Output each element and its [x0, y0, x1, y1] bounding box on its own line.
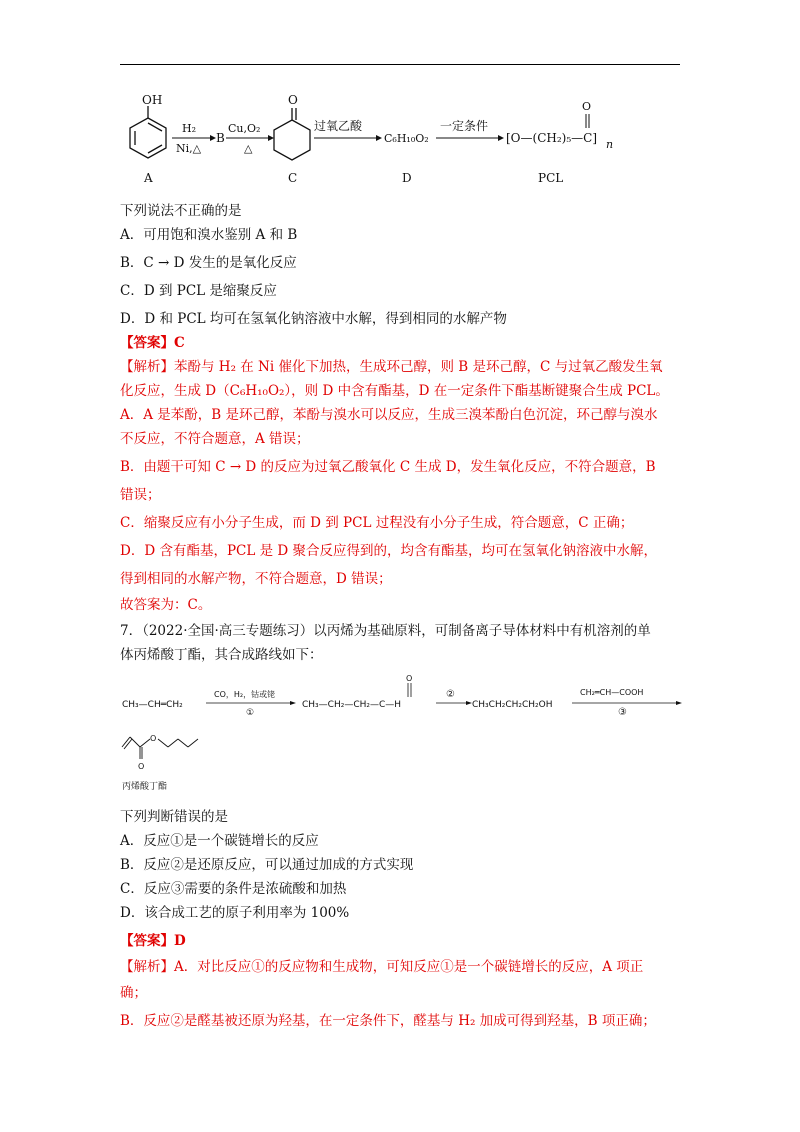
q7-option-d: D．该合成工艺的原子利用率为 100%: [120, 905, 350, 921]
step3-label: ③: [618, 707, 627, 718]
q7-option-b: B．反应②是还原反应，可以通过加成的方式实现: [120, 857, 414, 873]
reaction-scheme-butyl-acrylate: [120, 675, 685, 795]
label-a: A: [144, 171, 153, 185]
q7-answer: 【答案】D: [120, 933, 186, 949]
q6-analysis-line5: B．由题干可知 C → D 的反应为过氧乙酸氧化 C 生成 D，发生氧化反应，不符合题意，B: [120, 459, 656, 475]
ketone-o-label: O: [288, 93, 298, 107]
label-b: B: [216, 131, 225, 145]
q7-stem-line1: 7．（2022·全国·高三专题练习）以丙烯为基础原料，可制备离子导体材料中有机溶剂的单: [120, 623, 651, 639]
phenol-oh-label: OH: [142, 93, 163, 107]
carbonyl-o-label: O: [138, 762, 145, 771]
q6-analysis-line9: 得到相同的水解产物，不符合题意，D 错误；: [120, 571, 392, 587]
q6-stem: 下列说法不正确的是: [120, 203, 242, 219]
q6-analysis-line7: C．缩聚反应有小分子生成，而 D 到 PCL 过程没有小分子生成，符合题意，C 正确；: [120, 515, 634, 531]
polymer-n: n: [606, 138, 614, 151]
butanol-formula: CH₃CH₂CH₂CH₂OH: [472, 700, 553, 710]
label-c: C: [288, 171, 298, 185]
cyclohexanone-structure: [274, 108, 310, 160]
top-rule: [120, 64, 680, 65]
reagent1-bottom: Ni,△: [176, 142, 202, 155]
polymer-carbonyl-o: O: [582, 100, 592, 113]
reagent4-top: 一定条件: [440, 119, 489, 133]
q6-option-b: B．C → D 发生的是氧化反应: [120, 255, 297, 271]
q7-analysis-line2: 确；: [120, 985, 147, 1001]
q6-conclusion: 故答案为：C。: [120, 597, 212, 613]
butanal-formula: CH₃—CH₂—CH₂—C—H: [302, 700, 402, 710]
q6-analysis-line3: A．A 是苯酚，B 是环己醇，苯酚与溴水可以反应，生成三溴苯酚白色沉淀，环己醇与溴水: [120, 407, 658, 423]
step1-label: ①: [246, 708, 255, 718]
q7-analysis-line1: 【解析】A．对比反应①的反应物和生成物，可知反应①是一个碳链增长的反应，A 项正: [120, 959, 644, 975]
label-d: D: [402, 171, 412, 185]
step2-label: ②: [446, 689, 455, 700]
q6-analysis-line1: 【解析】苯酚与 H₂ 在 Ni 催化下加热，生成环己醇，则 B 是环己醇，C 与过氧乙酸发生氧: [120, 359, 663, 375]
label-pcl: PCL: [538, 171, 564, 185]
step3-reagent: CH₂═CH—COOH: [580, 688, 644, 697]
q7-option-c: C．反应③需要的条件是浓硫酸和加热: [120, 881, 347, 897]
q7-question: 下列判断错误的是: [120, 809, 228, 825]
q6-analysis-line8: D．D 含有酯基，PCL 是 D 聚合反应得到的，均含有酯基，均可在氢氧化钠溶液中水解，: [120, 543, 658, 559]
q6-analysis-line6: 错误；: [120, 487, 161, 503]
propene-formula: CH₃—CH═CH₂: [122, 700, 183, 710]
q6-answer: 【答案】C: [120, 335, 185, 351]
reagent1-top: H₂: [182, 122, 197, 135]
formula-d: C₆H₁₀O₂: [384, 132, 429, 145]
q6-option-d: D．D 和 PCL 均可在氢氧化钠溶液中水解，得到相同的水解产物: [120, 311, 507, 327]
q7-analysis-line3: B．反应②是醛基被还原为羟基，在一定条件下，醛基与 H₂ 加成可得到羟基，B 项正确；: [120, 1013, 656, 1029]
q6-option-c: C．D 到 PCL 是缩聚反应: [120, 283, 277, 299]
polymer-formula: [O—(CH₂)₅—C]: [506, 131, 598, 145]
reagent2-bottom: △: [244, 142, 253, 155]
aldehyde-o-label: O: [406, 675, 413, 683]
phenol-structure: [130, 106, 166, 158]
q7-option-a: A．反应①是一个碳链增长的反应: [120, 833, 319, 849]
q7-stem-line2: 体丙烯酸丁酯，其合成路线如下：: [120, 647, 323, 663]
reagent3-top: 过氧乙酸: [314, 119, 363, 133]
q6-analysis-line2: 化反应，生成 D（C₆H₁₀O₂），则 D 中含有酯基，D 在一定条件下酯基断键聚合生成 PCL。: [120, 383, 669, 399]
reaction-scheme-pcl: [120, 90, 680, 190]
step1-reagents: CO，H₂，钴或铑: [214, 690, 276, 699]
ester-o-label: O: [150, 734, 157, 743]
q6-analysis-line4: 不反应，不符合题意，A 错误；: [120, 431, 310, 447]
reagent2-top: Cu,O₂: [228, 122, 261, 135]
q6-option-a: A．可用饱和溴水鉴别 A 和 B: [120, 227, 298, 243]
product-name: 丙烯酸丁酯: [122, 782, 168, 792]
butyl-acrylate-structure: [122, 737, 198, 759]
